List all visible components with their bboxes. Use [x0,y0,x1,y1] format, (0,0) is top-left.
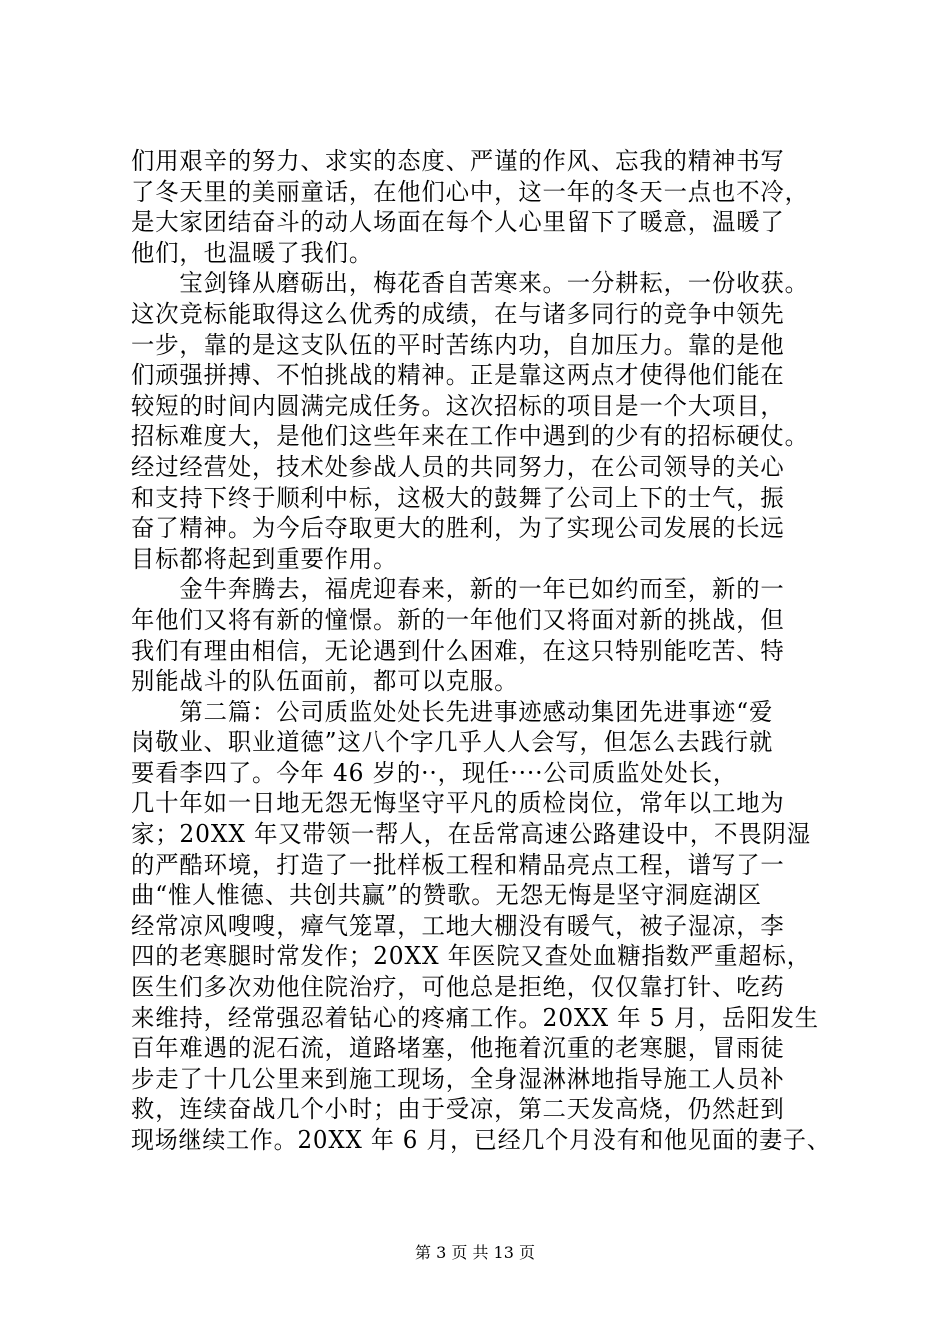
text-line: 第二篇：公司质监处处长先进事迹感动集团先进事迹“爱 [131,697,774,726]
text-line: 宝剑锋从磨砺出，梅花香自苦寒来。一分耕耘，一份收获。 [131,269,809,298]
text-line: 和支持下终于顺利中标，这极大的鼓舞了公司上下的士气，振 [131,483,785,512]
text-line: 了冬天里的美丽童话，在他们心中，这一年的冬天一点也不冷， [131,177,809,206]
text-line: 招标难度大，是他们这些年来在工作中遇到的少有的招标硬仗。 [131,422,809,451]
text-line: 几十年如一日地无怨无悔坚守平凡的质检岗位，常年以工地为 [131,789,785,818]
text-line: 百年难遇的泥石流，道路堵塞，他拖着沉重的老寒腿，冒雨徒 [131,1034,785,1063]
text-line: 要看李四了。今年 46 岁的··，现任····公司质监处处长， [131,758,738,787]
text-line: 医生们多次劝他住院治疗，可他总是拒绝，仅仅靠打针、吃药 [131,973,785,1002]
text-line: 是大家团结奋斗的动人场面在每个人心里留下了暖意，温暖了 [131,208,785,237]
text-line: 年他们又将有新的憧憬。新的一年他们又将面对新的挑战，但 [131,605,785,634]
text-line: 步走了十几公里来到施工现场，全身湿淋淋地指导施工人员补 [131,1064,785,1093]
text-line: 经常凉风嗖嗖，瘴气笼罩，工地大棚没有暖气，被子湿凉，李 [131,911,785,940]
text-line: 这次竞标能取得这么优秀的成绩，在与诸多同行的竞争中领先 [131,299,785,328]
page-footer: 第 3 页 共 13 页 [415,1243,535,1262]
text-line: 岗敬业、职业道德”这八个字几乎人人会写，但怎么去践行就 [131,728,774,757]
text-line: 他们，也温暖了我们。 [131,238,374,267]
body-text [131,146,851,1156]
text-line: 救，连续奋战几个小时；由于受凉，第二天发高烧，仍然赶到 [131,1095,785,1124]
text-line: 我们有理由相信，无论遇到什么困难，在这只特别能吃苦、特 [131,636,785,665]
text-line: 们顽强拼搏、不怕挑战的精神。正是靠这两点才使得他们能在 [131,361,785,390]
text-line: 奋了精神。为今后夺取更大的胜利，为了实现公司发展的长远 [131,514,785,543]
text-line: 四的老寒腿时常发作；20XX 年医院又查处血糖指数严重超标， [131,942,811,971]
text-line: 金牛奔腾去，福虎迎春来，新的一年已如约而至，新的一 [131,575,785,604]
text-line: 曲“惟人惟德、共创共赢”的赞歌。无怨无悔是坚守洞庭湖区 [131,881,762,910]
text-line: 目标都将起到重要作用。 [131,544,398,573]
text-line: 别能战斗的队伍面前，都可以克服。 [131,667,519,696]
text-line: 的严酷环境，打造了一批样板工程和精品亮点工程，谱写了一 [131,850,785,879]
text-line: 来维持，经常强忍着钻心的疼痛工作。20XX 年 5 月，岳阳发生 [131,1003,819,1032]
text-line: 们用艰辛的努力、求实的态度、严谨的作风、忘我的精神书写 [131,147,785,175]
text-line: 较短的时间内圆满完成任务。这次招标的项目是一个大项目， [131,391,785,420]
text-line: 家；20XX 年又带领一帮人，在岳常高速公路建设中，不畏阴湿 [131,820,811,849]
text-line: 经过经营处，技术处参战人员的共同努力，在公司领导的关心 [131,452,785,481]
text-line: 一步，靠的是这支队伍的平时苦练内功，自加压力。靠的是他 [131,330,785,359]
text-line: 现场继续工作。20XX 年 6 月，已经几个月没有和他见面的妻子、 [131,1126,831,1154]
